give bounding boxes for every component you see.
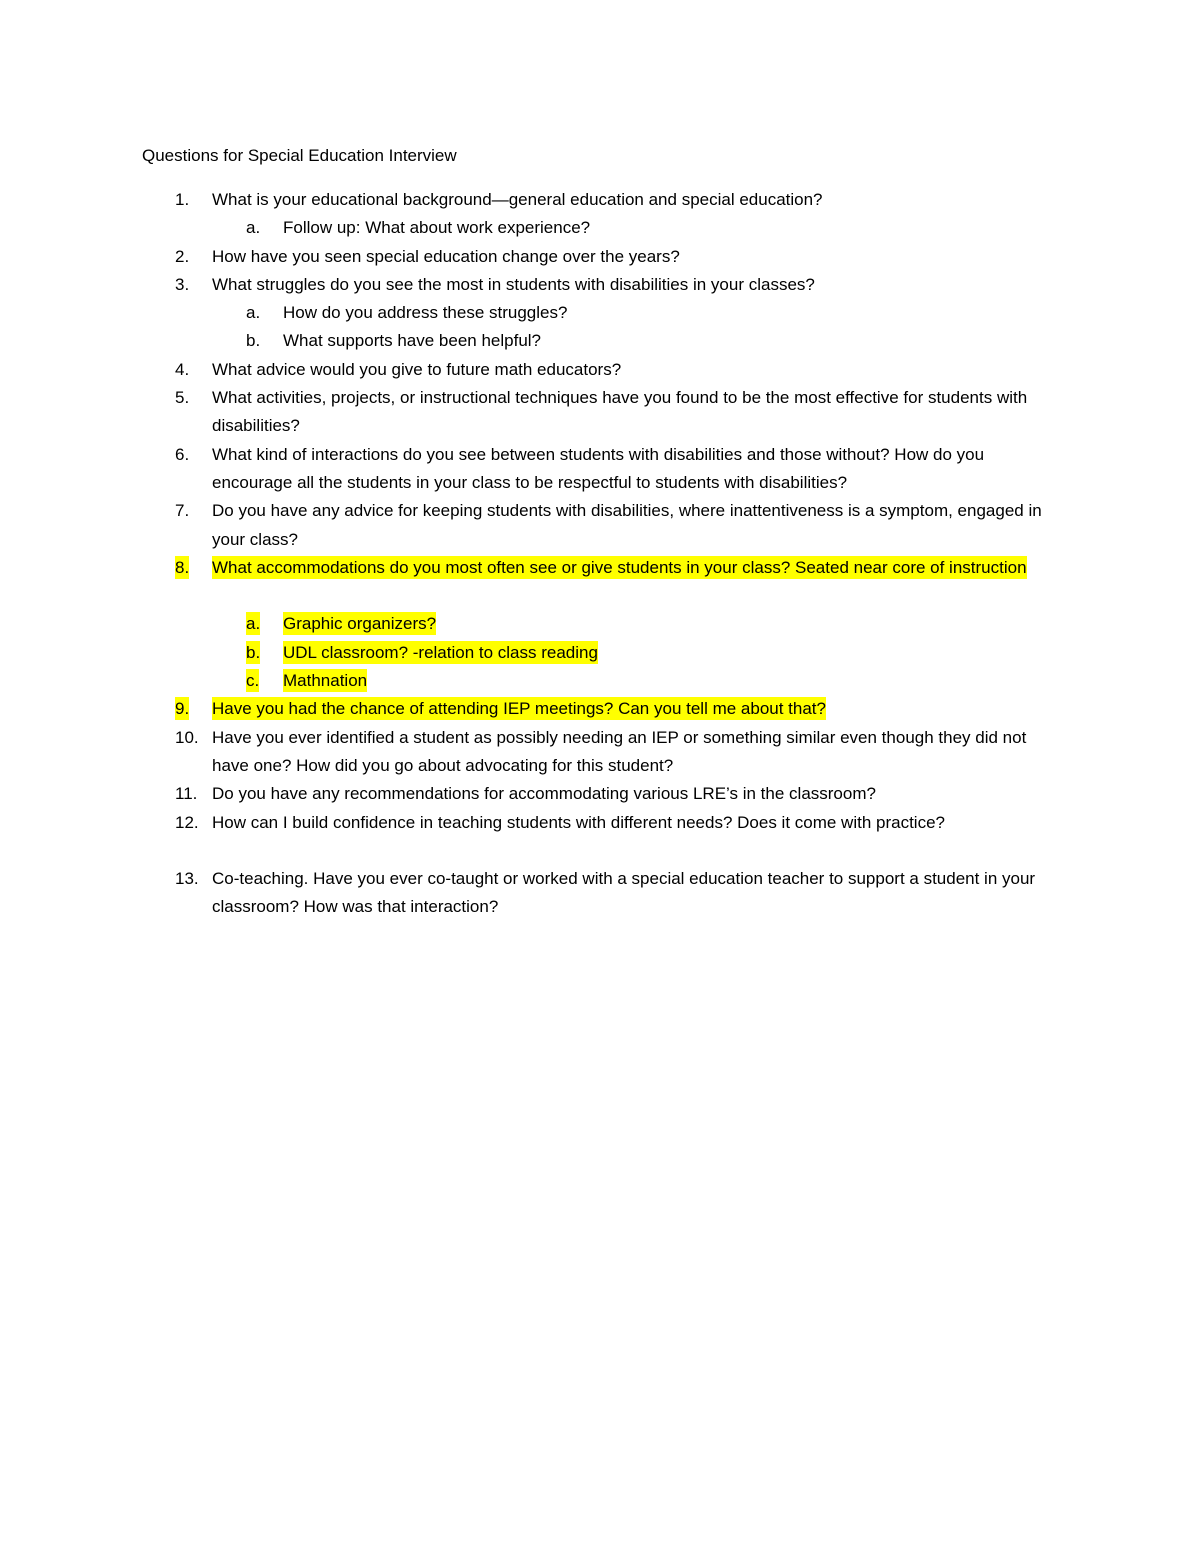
sub-question-text: UDL classroom? -relation to class reading <box>283 642 598 662</box>
sub-question-text: Graphic organizers? <box>283 614 437 634</box>
question-item <box>0 243 1200 271</box>
question-list <box>0 186 1200 922</box>
question-item <box>0 441 1200 498</box>
question-text: What activities, projects, or instructional techniques have you found to be the most effective for students with disabilities? <box>212 388 1028 436</box>
question-number: 8. <box>175 557 190 577</box>
question-item <box>0 186 1200 214</box>
question-text: How can I build confidence in teaching students with different needs? Does it come with practice? <box>212 812 945 832</box>
question-item <box>0 809 1200 866</box>
question-text: Have you ever identified a student as possibly needing an IEP or something similar even though they did not have one? How did you go about advocating for this student? <box>212 727 1027 775</box>
question-text: What kind of interactions do you see between students with disabilities and those without? How do you encourage all the students in your class to be respectful to students with disabilities? <box>212 444 985 492</box>
question-text: Do you have any advice for keeping students with disabilities, where inattentiveness is a symptom, engaged in your class? <box>212 501 1042 549</box>
sub-question-letter: b. <box>246 331 261 351</box>
question-number: 3. <box>175 274 190 294</box>
question-text: What struggles do you see the most in students with disabilities in your classes? <box>212 274 815 294</box>
question-item <box>0 356 1200 384</box>
question-number: 5. <box>175 388 190 408</box>
question-text: What advice would you give to future math educators? <box>212 359 622 379</box>
question-text: What is your educational background—general education and special education? <box>212 190 823 209</box>
question-number: 13. <box>175 869 199 889</box>
question-text: Have you had the chance of attending IEP meetings? Can you tell me about that? <box>212 699 826 719</box>
sub-question-item <box>0 214 1200 242</box>
question-item <box>0 780 1200 808</box>
question-item-highlighted <box>0 695 1200 723</box>
question-item <box>0 724 1200 781</box>
question-number: 11. <box>175 784 198 804</box>
sub-question-text: How do you address these struggles? <box>283 303 568 323</box>
sub-question-item-highlighted <box>0 639 1200 667</box>
question-number: 9. <box>175 699 190 719</box>
question-number: 12. <box>175 812 199 832</box>
question-item-highlighted <box>0 554 1200 611</box>
question-text: Do you have any recommendations for accommodating various LRE’s in the classroom? <box>212 784 876 804</box>
sub-question-letter: a. <box>246 218 261 238</box>
question-item <box>0 865 1200 922</box>
sub-question-item-highlighted <box>0 610 1200 638</box>
question-number: 6. <box>175 444 190 464</box>
sub-question-letter: b. <box>246 642 261 662</box>
question-text: Co-teaching. Have you ever co-taught or worked with a special education teacher to support a student in your classroom? How was that interaction? <box>212 869 1036 917</box>
question-text: How have you seen special education change over the years? <box>212 246 680 266</box>
question-text: What accommodations do you most often see or give students in your class? Seated near core of instruction <box>212 557 1027 577</box>
question-item <box>0 271 1200 299</box>
question-item <box>0 384 1200 441</box>
question-number: 4. <box>175 359 190 379</box>
question-item <box>0 497 1200 554</box>
sub-question-item <box>0 327 1200 355</box>
sub-question-letter: c. <box>246 671 260 691</box>
sub-question-item-highlighted <box>0 667 1200 695</box>
document-title: Questions for Special Education Interview <box>142 146 457 165</box>
sub-question-letter: a. <box>246 614 261 634</box>
question-number: 1. <box>175 190 190 209</box>
question-number: 2. <box>175 246 190 266</box>
sub-question-text: What supports have been helpful? <box>283 331 542 351</box>
sub-question-text: Follow up: What about work experience? <box>283 218 591 238</box>
sub-question-item <box>0 299 1200 327</box>
question-number: 7. <box>175 501 190 521</box>
sub-question-letter: a. <box>246 303 261 323</box>
question-number: 10. <box>175 727 199 747</box>
sub-question-text: Mathnation <box>283 671 368 691</box>
